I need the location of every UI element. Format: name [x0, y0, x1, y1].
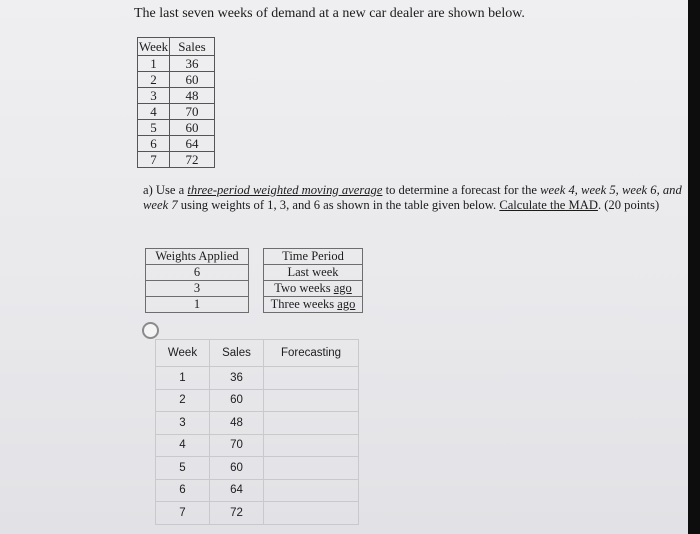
- table-row: [138, 56, 215, 72]
- answer-header-sales: Sales: [210, 340, 264, 367]
- week-cell: 1: [138, 56, 170, 72]
- week-cell: 4: [138, 104, 170, 120]
- weight-cell: 3: [146, 281, 249, 297]
- sales-cell: 70: [170, 104, 215, 120]
- gap-cell: [249, 297, 264, 313]
- time-period-text: Two weeks: [274, 281, 334, 295]
- gap-cell: [249, 249, 264, 265]
- question-points: . (20 points): [597, 198, 660, 212]
- sales-cell: 48: [210, 412, 264, 435]
- table-row: [138, 152, 215, 168]
- question-weeks: week 4, week 5, week 6, and week 7: [143, 183, 682, 212]
- week-cell: 6: [156, 479, 210, 502]
- sales-cell: 60: [170, 120, 215, 136]
- time-period-cell: [264, 297, 363, 313]
- sales-cell: 72: [210, 502, 264, 525]
- table-row: [138, 88, 215, 104]
- forecast-cell[interactable]: [264, 412, 359, 435]
- table-row: [156, 434, 359, 457]
- table-row: [156, 412, 359, 435]
- time-period-header: Time Period: [264, 249, 363, 265]
- demand-header-sales: Sales: [170, 38, 215, 56]
- sales-cell: 70: [210, 434, 264, 457]
- forecast-cell[interactable]: [264, 479, 359, 502]
- gap-cell: [249, 281, 264, 297]
- week-cell: 2: [156, 389, 210, 412]
- table-row: [138, 72, 215, 88]
- weights-table: [145, 248, 363, 313]
- sales-cell: 60: [210, 389, 264, 412]
- week-cell: 4: [156, 434, 210, 457]
- table-row: [156, 367, 359, 390]
- week-cell: 3: [138, 88, 170, 104]
- time-period-cell: [264, 265, 363, 281]
- weight-cell: 6: [146, 265, 249, 281]
- question-mad: Calculate the MAD: [499, 198, 598, 212]
- week-cell: 6: [138, 136, 170, 152]
- demand-table: [137, 37, 215, 168]
- question-part: to determine a forecast for the: [382, 183, 541, 197]
- screen-edge: [688, 0, 700, 534]
- sales-cell: 60: [170, 72, 215, 88]
- table-row: [138, 104, 215, 120]
- time-period-ago: ago: [333, 281, 352, 295]
- sales-cell: 72: [170, 152, 215, 168]
- table-row: [156, 457, 359, 480]
- week-cell: 7: [138, 152, 170, 168]
- table-row: [146, 297, 363, 313]
- weight-cell: 1: [146, 297, 249, 313]
- forecast-cell[interactable]: [264, 367, 359, 390]
- time-period-ago: ago: [337, 297, 356, 311]
- question-emphasis: three-period weighted moving average: [187, 183, 383, 197]
- sales-cell: 48: [170, 88, 215, 104]
- forecast-cell[interactable]: [264, 457, 359, 480]
- table-row: [138, 136, 215, 152]
- week-cell: 2: [138, 72, 170, 88]
- table-row: [138, 120, 215, 136]
- gap-cell: [249, 265, 264, 281]
- week-cell: 1: [156, 367, 210, 390]
- table-row: [156, 502, 359, 525]
- intro-text: The last seven weeks of demand at a new car dealer are shown below.: [134, 6, 525, 21]
- week-cell: 3: [156, 412, 210, 435]
- sales-cell: 60: [210, 457, 264, 480]
- table-row: [156, 479, 359, 502]
- forecast-cell[interactable]: [264, 434, 359, 457]
- table-row: [156, 389, 359, 412]
- time-period-cell: [264, 281, 363, 297]
- sales-cell: 64: [170, 136, 215, 152]
- time-period-text: Last week: [287, 265, 339, 279]
- week-cell: 7: [156, 502, 210, 525]
- answer-header-forecasting: Forecasting: [264, 340, 359, 367]
- question-text: [143, 183, 683, 213]
- sales-cell: 36: [210, 367, 264, 390]
- demand-header-week: Week: [138, 39, 169, 54]
- table-row: [146, 281, 363, 297]
- sales-cell: 36: [170, 56, 215, 72]
- radio-button[interactable]: [142, 322, 159, 339]
- weights-header: Weights Applied: [146, 249, 249, 265]
- sales-cell: 64: [210, 479, 264, 502]
- answer-header-week: Week: [156, 340, 210, 367]
- question-part: using weights of 1, 3, and 6 as shown in the table given below.: [177, 198, 500, 212]
- question-part: a) Use a: [143, 183, 188, 197]
- forecast-cell[interactable]: [264, 389, 359, 412]
- forecast-cell[interactable]: [264, 502, 359, 525]
- week-cell: 5: [156, 457, 210, 480]
- time-period-text: Three weeks: [270, 297, 338, 311]
- table-row: [146, 265, 363, 281]
- answer-table: [155, 339, 359, 525]
- week-cell: 5: [138, 120, 170, 136]
